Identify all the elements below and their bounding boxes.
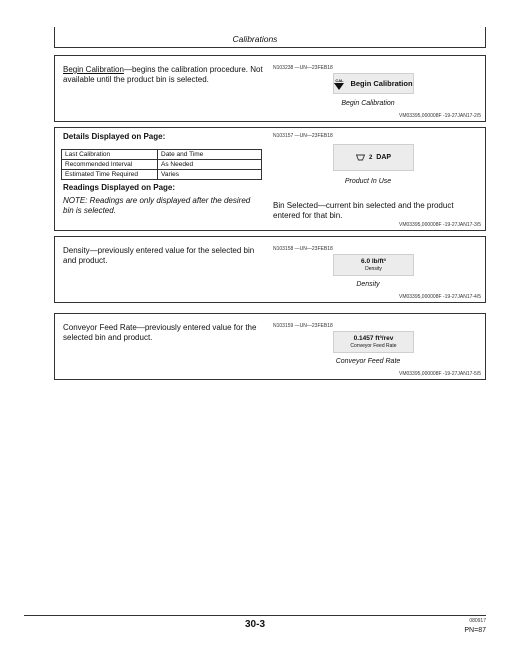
feed-rate-description: Conveyor Feed Rate—previously entered value for the selected bin and product. xyxy=(63,323,257,342)
reference-code: VM03395,000008F -19-27JAN17-4/5 xyxy=(399,294,481,300)
reference-code: VM03395,000008F -19-27JAN17-2/5 xyxy=(399,113,481,119)
reference-code: VM03395,000008F -19-27JAN17-5/5 xyxy=(399,371,481,377)
figure-id: N103158 —UN—23FEB18 xyxy=(273,246,333,252)
table-cell: Date and Time xyxy=(158,150,262,160)
figure-caption: Product In Use xyxy=(344,178,392,185)
begin-calibration-button[interactable] xyxy=(333,73,414,94)
figure-caption: Density xyxy=(356,281,380,288)
bin-icon xyxy=(356,154,365,161)
section-density xyxy=(54,236,486,303)
density-description: Density—previously entered value for the selected bin and product. xyxy=(63,246,255,265)
table-cell: As Needed xyxy=(158,160,262,170)
calibration-icon xyxy=(334,78,344,90)
readings-heading: Readings Displayed on Page: xyxy=(63,183,176,192)
figure-id: N103238 —UN—23FEB18 xyxy=(273,65,333,71)
table-cell: Recommended Interval xyxy=(62,160,158,170)
table-cell: Estimated Time Required xyxy=(62,170,158,180)
figure-caption: Begin Calibration xyxy=(341,100,395,107)
section-details-displayed xyxy=(54,127,486,231)
page-header-title: Calibrations xyxy=(232,34,278,44)
feed-rate-value-label: Conveyor Feed Rate xyxy=(350,343,397,349)
bin-number: 2 xyxy=(368,154,373,161)
figure-id: N103159 —UN—23FEB18 xyxy=(273,323,333,329)
table-row xyxy=(62,150,262,160)
pn-number: PN=87 xyxy=(464,627,486,634)
density-value-label: Density xyxy=(365,266,382,272)
table-cell: Varies xyxy=(158,170,262,180)
product-name: DAP xyxy=(376,154,392,161)
density-display xyxy=(333,254,414,276)
table-cell: Last Calibration xyxy=(62,150,158,160)
density-value: 6.0 lb/ft³ xyxy=(361,258,386,265)
section-description xyxy=(63,65,268,85)
term-begin-calibration: Begin Calibration xyxy=(63,65,124,74)
table-row xyxy=(62,160,262,170)
figure-id: N103157 —UN—23FEB18 xyxy=(273,133,333,139)
section-conveyor-feed-rate xyxy=(54,313,486,380)
page-number: 30-3 xyxy=(244,619,265,630)
begin-calibration-button-label: Begin Calibration xyxy=(350,79,413,88)
section-begin-calibration xyxy=(54,55,486,122)
details-table xyxy=(61,149,262,180)
header-rule-bottom xyxy=(54,47,486,48)
figure-caption: Conveyor Feed Rate xyxy=(335,358,401,365)
footer-rule xyxy=(24,615,486,616)
feed-rate-value: 0.1457 ft³/rev xyxy=(353,335,394,342)
footer-code: 080917 xyxy=(469,618,486,624)
note-text: NOTE: Readings are only displayed after the desired bin is selected. xyxy=(63,196,251,215)
product-in-use-display xyxy=(333,144,414,171)
cal-icon-label: CAL xyxy=(335,77,344,83)
details-heading: Details Displayed on Page: xyxy=(63,132,166,141)
reference-code: VM03395,000008F -19-27JAN17-3/5 xyxy=(399,222,481,228)
description-text: —begins the calibration procedure. Not available until the product bin is selected. xyxy=(63,65,263,84)
table-row xyxy=(62,170,262,180)
bin-selected-text: Bin Selected—current bin selected and the product entered for that bin. xyxy=(273,201,454,220)
feed-rate-display xyxy=(333,331,414,353)
